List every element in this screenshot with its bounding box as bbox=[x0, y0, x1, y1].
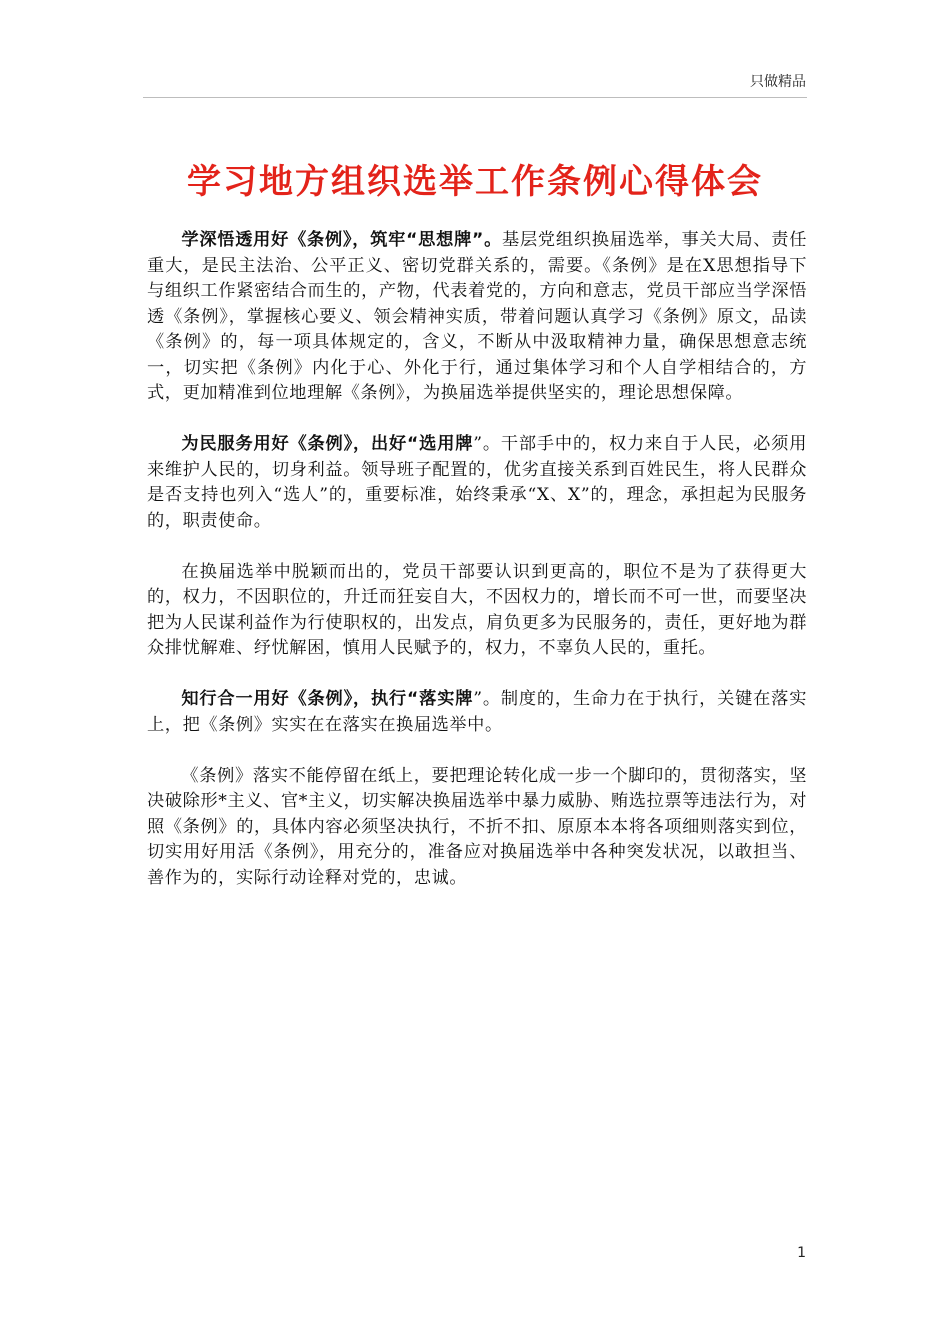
document-body bbox=[147, 228, 807, 917]
header-rule bbox=[143, 97, 807, 98]
paragraph-1 bbox=[147, 228, 807, 407]
paragraph-4 bbox=[147, 687, 807, 738]
document-title: 学习地方组织选举工作条例心得体会 bbox=[187, 162, 763, 202]
paragraph-3 bbox=[147, 560, 807, 662]
paragraph-text: 《条例》落实不能停留在纸上，要把理论转化成一步一个脚印的，贯彻落实，坚决破除形*主义、官*主义，切实解决换届选举中暴力威胁、贿选拉票等违法行为，对照《条例》的，具体内容必须坚决执行，不折不扣、原原本本将各项细则落实到位，切实用好用活《条例》，用充分的，准备应对换届选举中各种突发状况，以敢担当、善作为的，实际行动诠释对党的，忠诚。 bbox=[147, 765, 807, 888]
paragraph-lead: 为民服务用好《条例》，出好“选用牌 bbox=[181, 434, 474, 454]
paragraph-text: 基层党组织换届选举，事关大局、责任重大，是民主法治、公平正义、密切党群关系的，需要。《条例》是在X思想指导下与组织工作紧密结合而生的，产物，代表着党的，方向和意志，党员干部应当学深悟透《条例》，掌握核心要义、领会精神实质，带着问题认真学习《条例》原文，品读《条例》的，每一项具体规定的，含义，不断从中汲取精神力量，确保思想意志统一，切实把《条例》内化于心、外化于行，通过集体学习和个人自学相结合的，方式，更加精准到位地理解《条例》，为换届选举提供坚实的，理论思想保障。 bbox=[147, 230, 807, 403]
paragraph-5 bbox=[147, 764, 807, 892]
paragraph-text: ”。制度的，生命力在于执行，关键在落实上，把《条例》实实在在落实在换届选举中。 bbox=[147, 689, 807, 735]
paragraph-text: ”。干部手中的，权力来自于人民，必须用来维护人民的，切身利益。领导班子配置的，优劣直接关系到百姓民生，将人民群众是否支持也列入“选人”的，重要标准，始终秉承“X、X”的，理念，承担起为民服务的，职责使命。 bbox=[147, 434, 807, 531]
paragraph-lead: 知行合一用好《条例》，执行“落实牌 bbox=[181, 689, 474, 709]
paragraph-text: 在换届选举中脱颖而出的，党员干部要认识到更高的，职位不是为了获得更大的，权力，不因职位的，升迁而狂妄自大，不因权力的，增长而不可一世，而要坚决把为人民谋利益作为行使职权的，出发点，肩负更多为民服务的，责任，更好地为群众排忧解难、纾忧解困，慎用人民赋予的，权力，不辜负人民的，重托。 bbox=[147, 561, 807, 658]
header-note: 只做精品 bbox=[750, 74, 806, 90]
page-number: 1 bbox=[797, 1245, 806, 1261]
paragraph-2 bbox=[147, 432, 807, 534]
paragraph-lead: 学深悟透用好《条例》，筑牢“思想牌”。 bbox=[181, 230, 503, 250]
